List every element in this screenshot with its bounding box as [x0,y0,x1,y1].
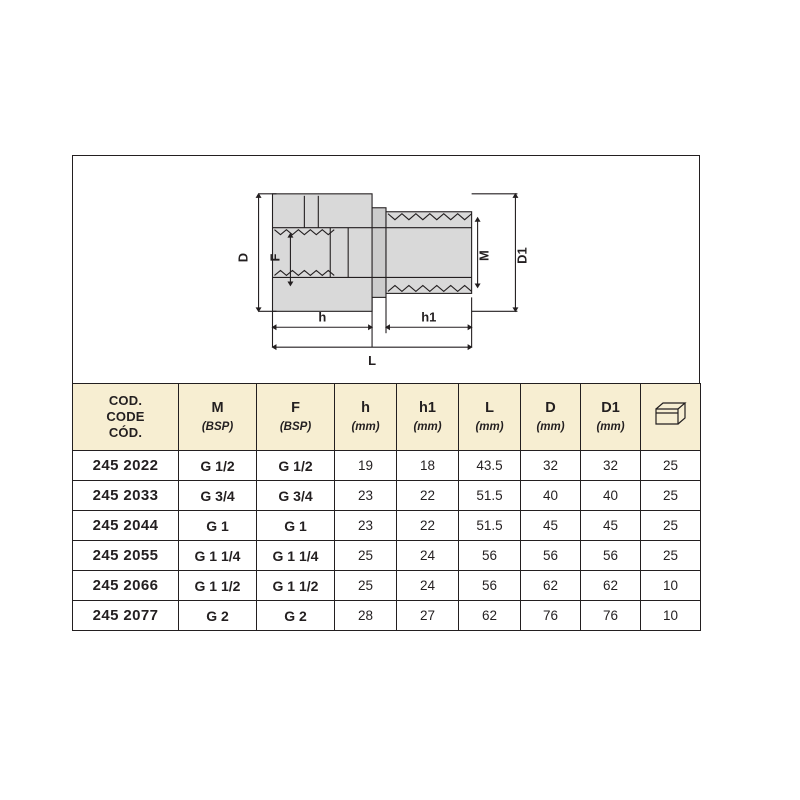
header-code-line2: CODE [106,409,145,425]
cell-d: 62 [521,571,581,601]
cell-pack: 25 [641,511,701,541]
cell-code: 245 2022 [73,451,179,481]
cell-l: 56 [459,571,521,601]
cell-m: G 2 [179,601,257,631]
cell-code: 245 2077 [73,601,179,631]
cell-f: G 3/4 [257,481,335,511]
cell-code: 245 2055 [73,541,179,571]
header-l [459,384,521,451]
specification-table [72,383,701,631]
cell-h1: 18 [397,451,459,481]
header-f [257,384,335,451]
table-row [73,511,701,541]
cell-d: 45 [521,511,581,541]
cell-d1: 62 [581,571,641,601]
cell-pack: 10 [641,601,701,631]
header-f-unit: (BSP) [279,420,312,433]
cell-d1: 45 [581,511,641,541]
table-row [73,451,701,481]
cell-f: G 1/2 [257,451,335,481]
cell-h1: 24 [397,571,459,601]
header-d1 [581,384,641,451]
cell-f: G 1 1/4 [257,541,335,571]
cell-h: 19 [335,451,397,481]
header-l-label: L [485,400,494,417]
cell-d1: 76 [581,601,641,631]
header-h [335,384,397,451]
header-code-line3: CÓD. [108,424,143,440]
cell-d1: 40 [581,481,641,511]
table-header-row [73,384,701,451]
cell-l: 43.5 [459,451,521,481]
cell-code: 245 2033 [73,481,179,511]
header-l-unit: (mm) [475,420,504,433]
cell-h1: 24 [397,541,459,571]
cell-l: 51.5 [459,511,521,541]
table-row [73,601,701,631]
header-m-unit: (BSP) [201,420,234,433]
header-code [73,384,179,451]
cell-pack: 25 [641,451,701,481]
cell-h: 25 [335,571,397,601]
cell-code: 245 2066 [73,571,179,601]
cell-pack: 10 [641,571,701,601]
cell-d: 40 [521,481,581,511]
cell-l: 51.5 [459,481,521,511]
dim-M-arrow-top [475,217,481,222]
header-m [179,384,257,451]
label-L: L [368,353,377,369]
cell-m: G 3/4 [179,481,257,511]
label-h: h [318,309,327,325]
cell-h: 23 [335,511,397,541]
header-h-label: h [361,400,370,417]
cell-h1: 22 [397,511,459,541]
header-d1-label: D1 [601,400,620,417]
header-d [521,384,581,451]
header-m-label: M [211,400,224,417]
cell-m: G 1 1/4 [179,541,257,571]
header-d1-unit: (mm) [596,420,625,433]
cell-pack: 25 [641,481,701,511]
label-M: M [476,250,492,261]
cell-d1: 32 [581,451,641,481]
label-D1: D1 [514,247,530,264]
table-row [73,541,701,571]
dim-M-arrow-bottom [475,283,481,288]
header-h1-unit: (mm) [413,420,442,433]
cell-d: 56 [521,541,581,571]
header-d-label: D [545,400,556,417]
cell-f: G 2 [257,601,335,631]
header-h1-label: h1 [419,400,436,417]
cell-code: 245 2044 [73,511,179,541]
table-body [73,451,701,631]
label-D: D [235,252,251,263]
header-h1 [397,384,459,451]
cell-m: G 1/2 [179,451,257,481]
header-d-unit: (mm) [536,420,565,433]
drawing-canvas [73,156,699,383]
table-row [73,481,701,511]
cell-d: 32 [521,451,581,481]
cell-l: 56 [459,541,521,571]
header-f-label: F [291,400,300,417]
table-row [73,571,701,601]
cell-m: G 1 [179,511,257,541]
cell-f: G 1 [257,511,335,541]
part-shoulder [372,208,386,298]
cell-h1: 27 [397,601,459,631]
header-packaging [641,384,701,451]
cell-h: 28 [335,601,397,631]
part-female-body [273,194,373,311]
cell-d: 76 [521,601,581,631]
cell-pack: 25 [641,541,701,571]
label-h1: h1 [421,309,437,325]
technical-drawing [72,155,700,383]
cell-h: 25 [335,541,397,571]
header-h-unit: (mm) [351,420,380,433]
label-F: F [267,253,283,262]
cell-f: G 1 1/2 [257,571,335,601]
cell-l: 62 [459,601,521,631]
part-male-nose [386,212,472,294]
datasheet [72,155,700,633]
cell-m: G 1 1/2 [179,571,257,601]
cell-h1: 22 [397,481,459,511]
cell-h: 23 [335,481,397,511]
cell-d1: 56 [581,541,641,571]
box-icon [654,401,688,427]
header-code-line1: COD. [108,393,143,409]
